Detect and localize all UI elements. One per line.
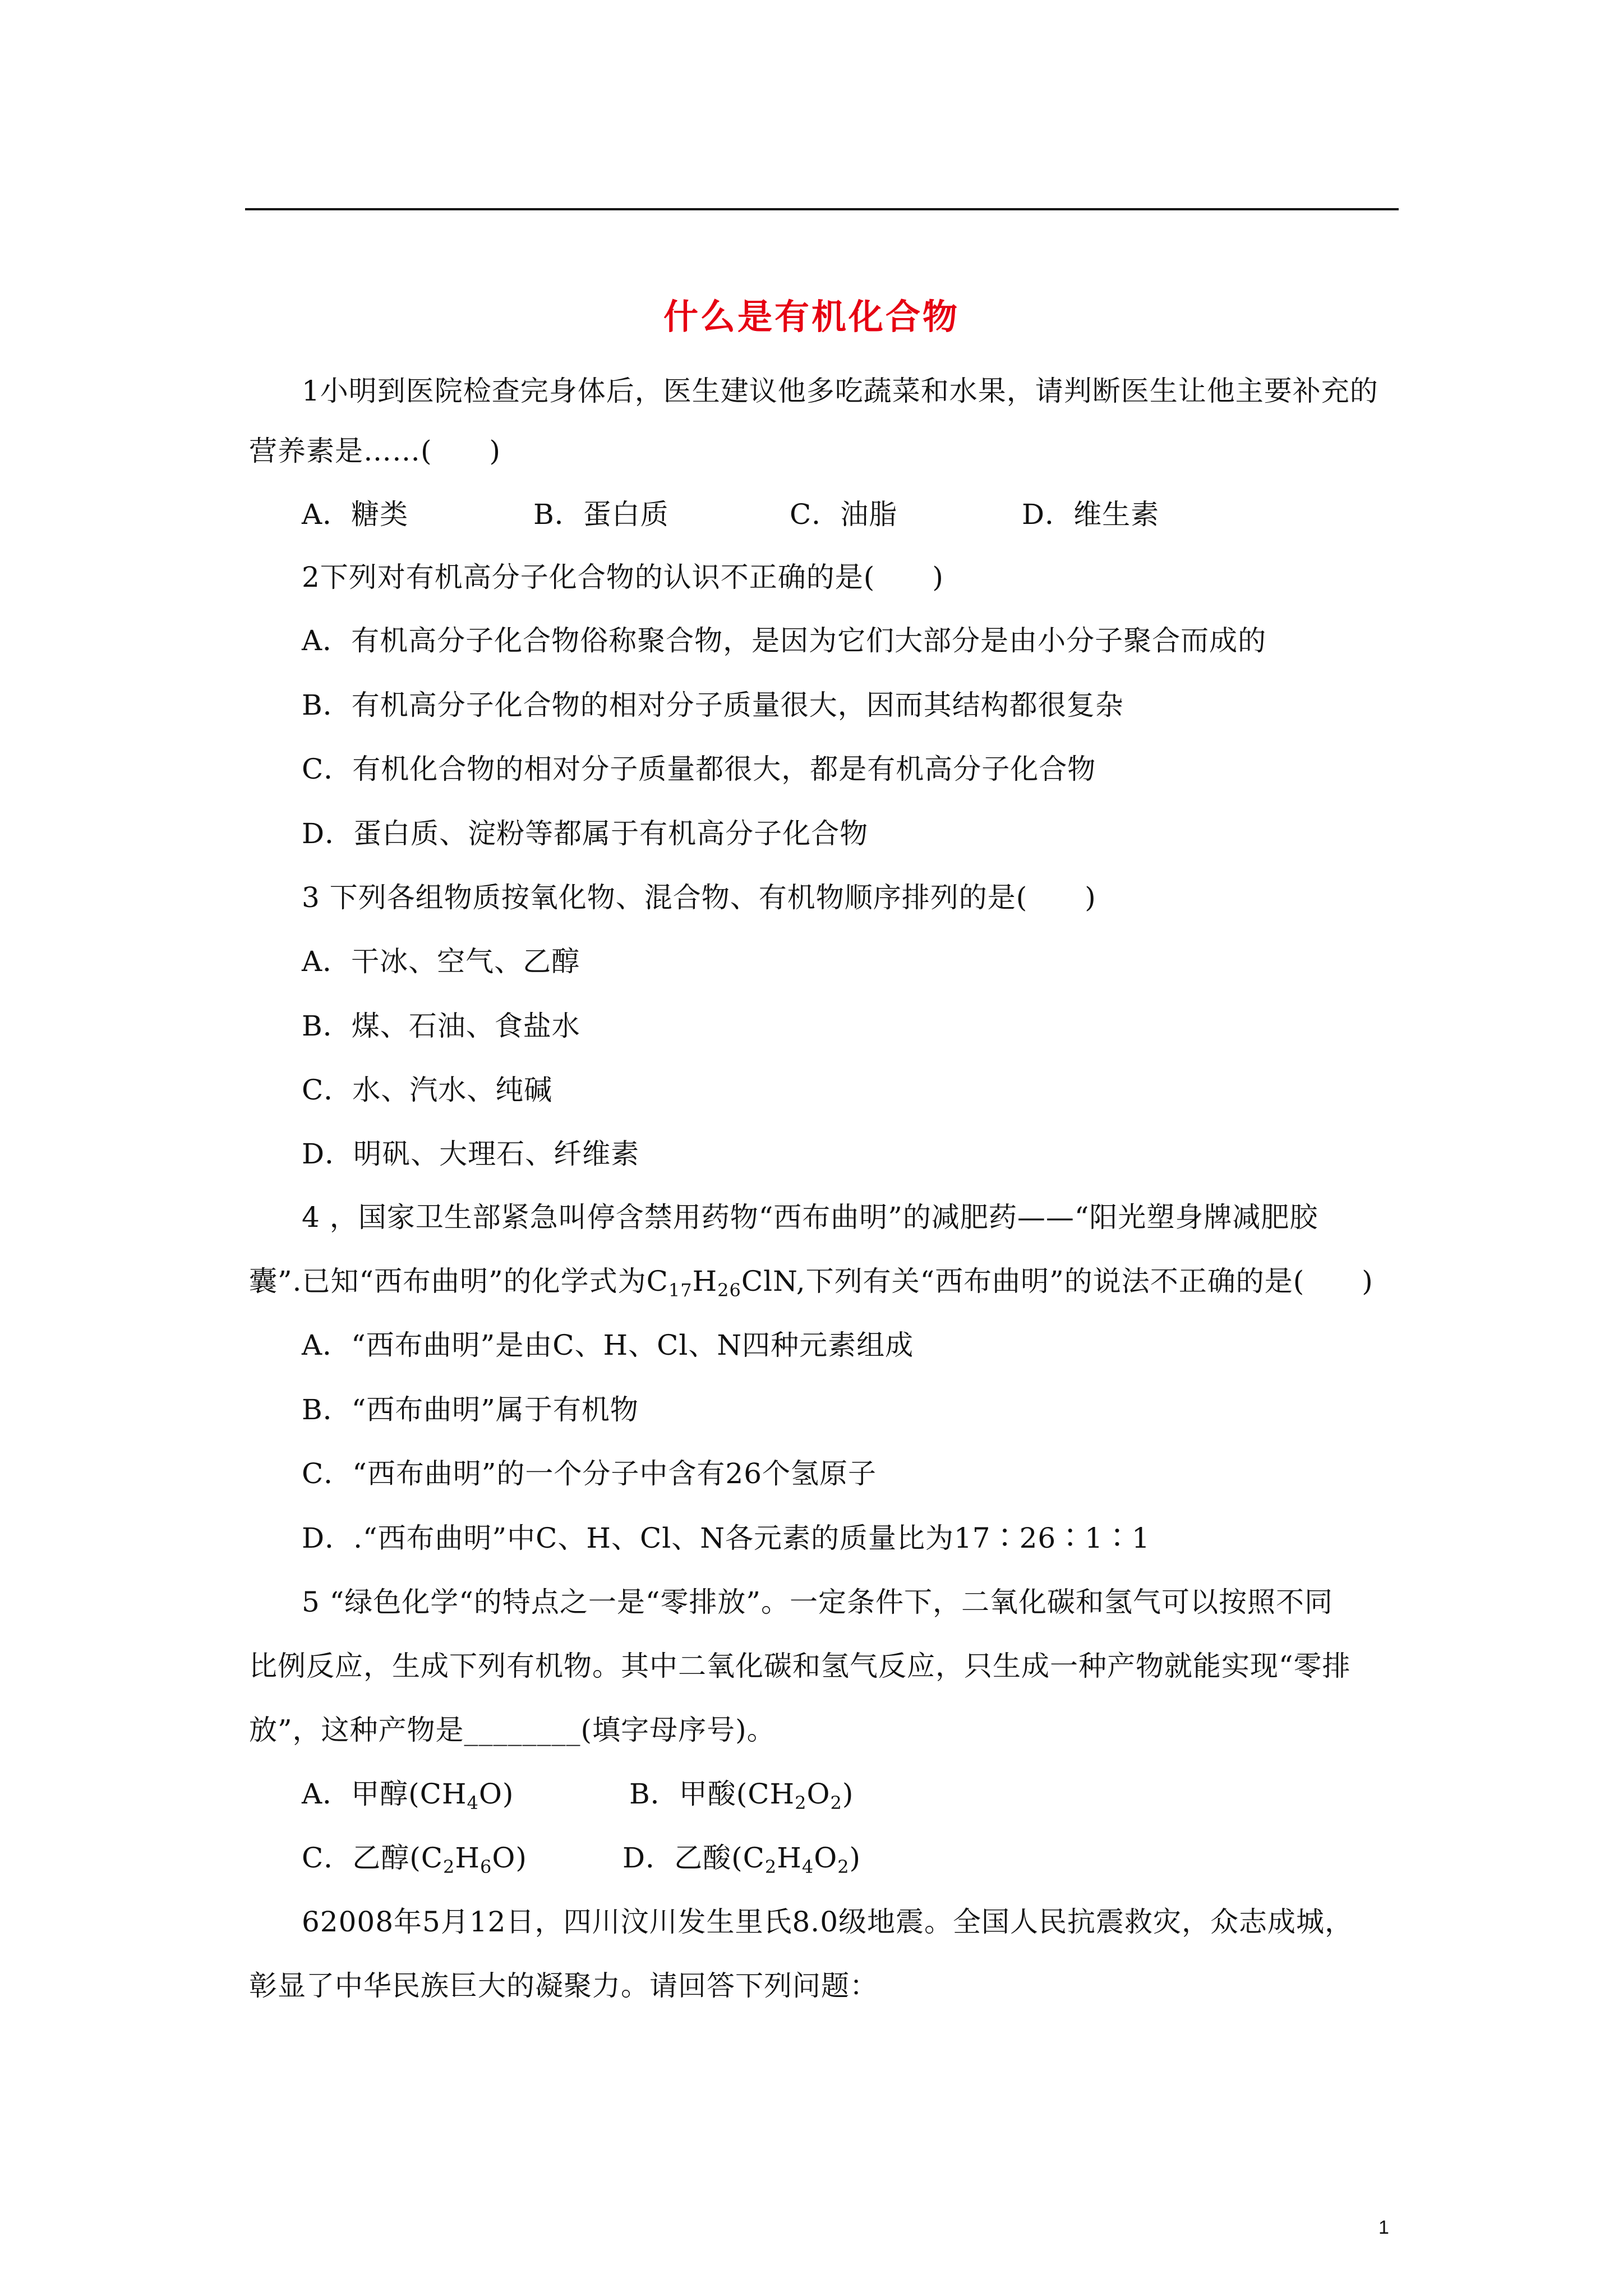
q4-option-c: C．“西布曲明”的一个分子中含有26个氢原子 [302,1457,877,1490]
q5-option-a: A．甲醇$(CH_4O)$ [302,1778,514,1814]
q4-option-b: B．“西布曲明”属于有机物 [302,1393,639,1426]
q5-option-b: B．甲酸$(CH_2O_2)$ [629,1778,854,1814]
q1-option-c: C．油脂 [790,498,898,531]
q1-option-d: D．维生素 [1022,498,1160,531]
q4-stem-line-2 [249,1263,1373,1299]
q3-option-c: C．水、汽水、纯碱 [302,1074,553,1106]
q4-stem-text-b: ,下列有关“西布曲明”的说法不正确的是( ) [796,1265,1373,1297]
q1-option-a: A．糖类 [302,498,409,531]
q5-option-d: D．乙酸$(C_2H_4O_2)$ [623,1842,861,1878]
q5-stem-line-1: 5 “绿色化学“的特点之一是“零排放”。一定条件下，二氧化碳和氢气可以按照不同 [302,1586,1333,1618]
q4-chemical-formula: $C_{17}H_{26}ClN$ [646,1265,796,1301]
q5-stem-line-3: 放”，这种产物是________(填字母序号)。 [249,1714,776,1746]
q3-stem: 3 下列各组物质按氧化物、混合物、有机物顺序排列的是( ) [302,881,1096,914]
q3-option-a: A．干冰、空气、乙醇 [302,945,580,978]
q6-stem-line-1: 62008年5月12日，四川汶川发生里氏8.0级地震。全国人民抗震救灾，众志成城， [302,1906,1354,1938]
q4-stem-text-a: 囊”.已知“西布曲明”的化学式为 [249,1265,647,1297]
q3-option-d: D．明矾、大理石、纤维素 [302,1138,640,1170]
q2-option-b: B．有机高分子化合物的相对分子质量很大，因而其结构都很复杂 [302,689,1124,721]
q4-option-a: A．“西布曲明”是由C、H、Cl、N四种元素组成 [302,1329,914,1361]
q1-stem-line-2: 营养素是……( ) [249,435,501,467]
q4-stem-line-1: 4 ，国家卫生部紧急叫停含禁用药物“西布曲明”的减肥药——“阳光塑身牌减肥胶 [302,1201,1318,1234]
q2-option-a: A．有机高分子化合物俗称聚合物，是因为它们大部分是由小分子聚合而成的 [302,624,1267,657]
q5-option-c: C．乙醇$(C_2H_6O)$ [302,1842,527,1878]
q2-stem: 2下列对有机高分子化合物的认识不正确的是( ) [302,561,944,593]
q3-option-b: B．煤、石油、食盐水 [302,1010,580,1042]
q2-option-d: D．蛋白质、淀粉等都属于有机高分子化合物 [302,817,869,850]
q2-option-c: C．有机化合物的相对分子质量都很大，都是有机高分子化合物 [302,753,1096,785]
q5-stem-line-2: 比例反应，生成下列有机物。其中二氧化碳和氢气反应，只生成一种产物就能实现“零排 [249,1650,1351,1682]
q4-option-d: D．.“西布曲明”中C、H、Cl、N各元素的质量比为17∶26∶1∶1 [302,1522,1150,1554]
header-rule [245,208,1399,210]
page-number: 1 [1378,2217,1389,2238]
document-title: 什么是有机化合物 [663,296,960,337]
q6-stem-line-2: 彰显了中华民族巨大的凝聚力。请回答下列问题： [249,1970,878,2002]
q1-stem-line-1: 1小明到医院检查完身体后，医生建议他多吃蔬菜和水果，请判断医生让他主要补充的 [302,375,1378,407]
q1-option-b: B．蛋白质 [533,498,669,531]
